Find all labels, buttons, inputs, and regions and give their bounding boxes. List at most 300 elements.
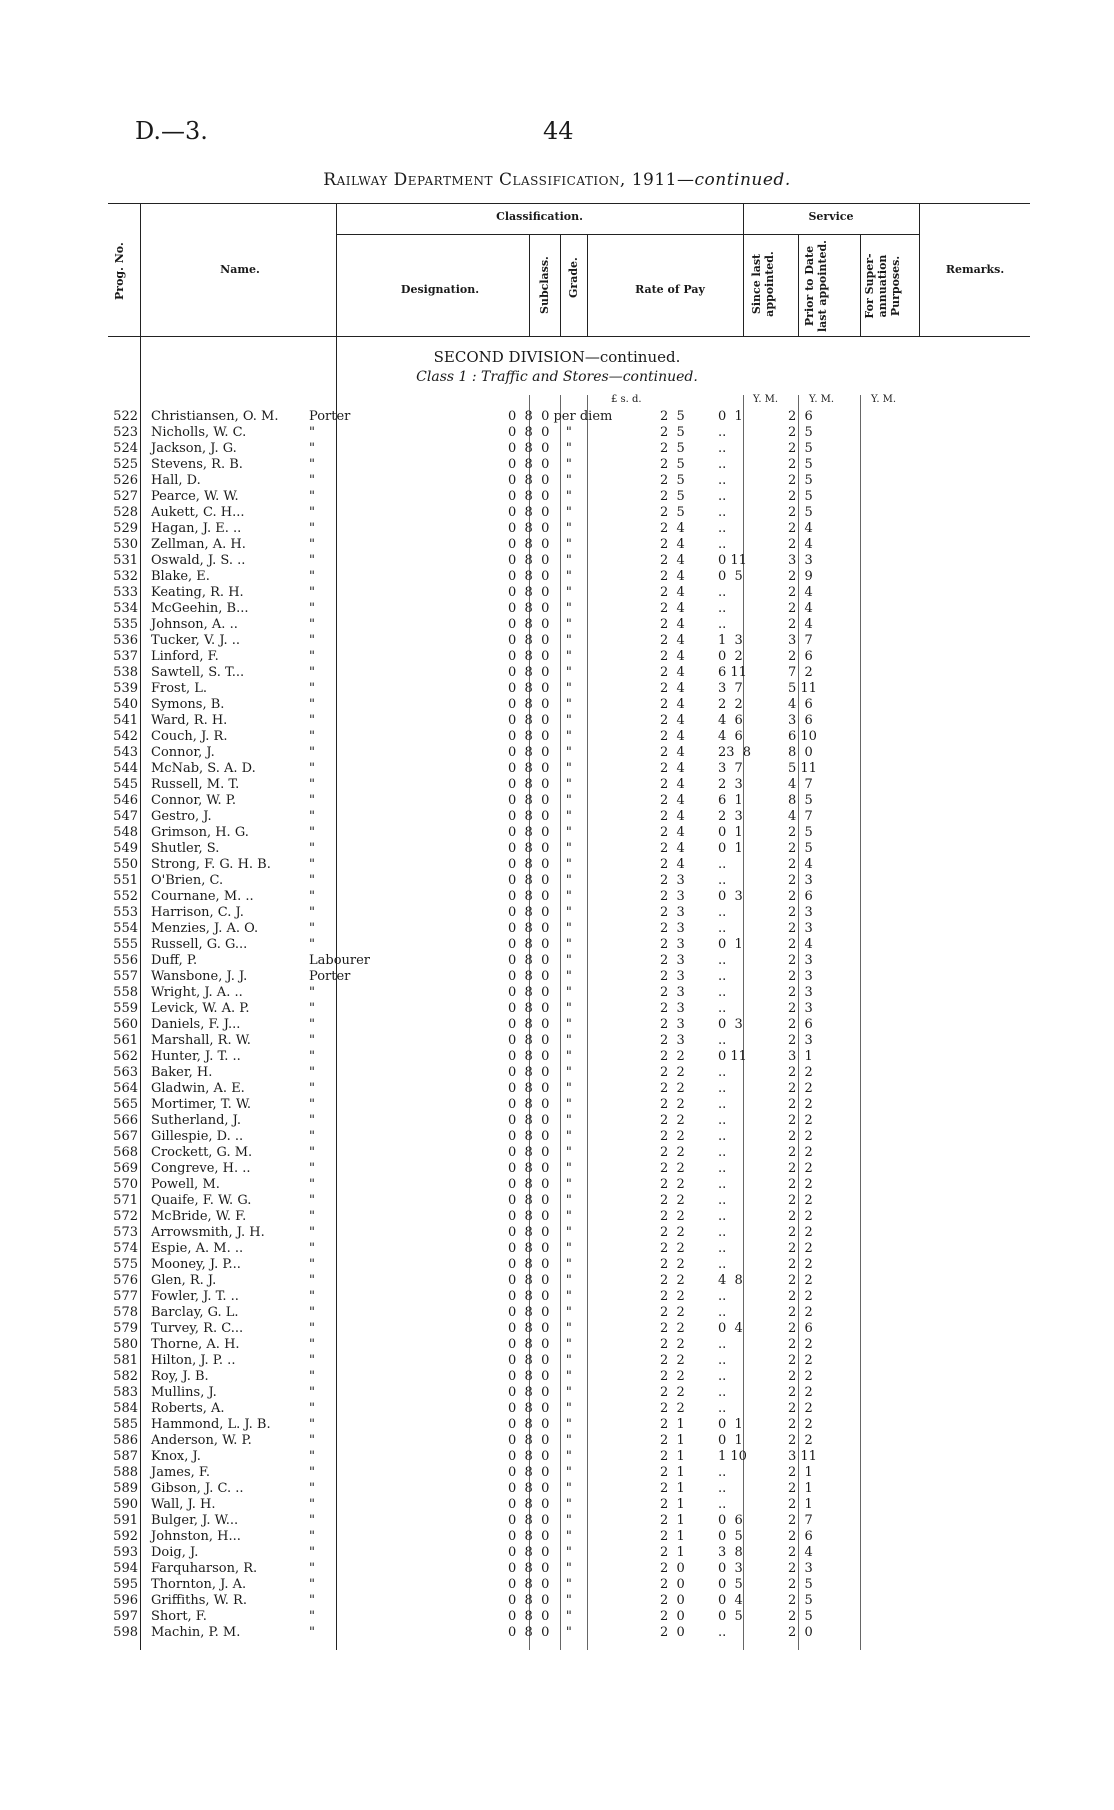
- prior-service: ..: [718, 441, 727, 456]
- designation: ": [309, 713, 315, 728]
- prior-service: 3 8: [718, 1545, 743, 1560]
- prior-service: ..: [718, 985, 727, 1000]
- table-row: [108, 1433, 844, 1449]
- prior-service: ..: [718, 617, 727, 632]
- staff-name: Frost, L.: [151, 681, 207, 696]
- designation: ": [309, 569, 315, 584]
- designation: ": [309, 457, 315, 472]
- col-rule-des: [529, 234, 530, 336]
- table-row: [108, 841, 844, 857]
- table-row: [108, 1209, 844, 1225]
- rate-of-pay: 0 8 0 ": [508, 1081, 572, 1096]
- prior-service: ..: [718, 1257, 727, 1272]
- rate-of-pay: 0 8 0 ": [508, 521, 572, 536]
- table-row: [108, 601, 844, 617]
- designation: ": [309, 1273, 315, 1288]
- superannuation-service: 2 2: [788, 1401, 813, 1416]
- rate-of-pay: 0 8 0 ": [508, 1017, 572, 1032]
- designation: ": [309, 745, 315, 760]
- header-since-last: Since last appointed.: [750, 251, 776, 317]
- since-last-appointed: 2 3: [660, 905, 685, 920]
- since-last-appointed: 2 0: [660, 1561, 685, 1576]
- designation: ": [309, 1385, 315, 1400]
- header-top-rule: [108, 203, 1030, 204]
- since-last-appointed: 2 4: [660, 825, 685, 840]
- prog-no: 523: [113, 425, 138, 440]
- rate-of-pay: 0 8 0 ": [508, 1001, 572, 1016]
- prior-service: 0 5: [718, 1577, 743, 1592]
- prior-service: 0 5: [718, 1529, 743, 1544]
- since-last-appointed: 2 4: [660, 537, 685, 552]
- designation: ": [309, 1337, 315, 1352]
- table-row: [108, 713, 844, 729]
- superannuation-service: 2 5: [788, 1609, 813, 1624]
- since-last-appointed: 2 2: [660, 1145, 685, 1160]
- superannuation-service: 3 7: [788, 633, 813, 648]
- table-row: [108, 1593, 844, 1609]
- superannuation-service: 2 5: [788, 489, 813, 504]
- staff-name: Arrowsmith, J. H.: [151, 1225, 265, 1240]
- table-row: [108, 745, 844, 761]
- since-last-appointed: 2 4: [660, 841, 685, 856]
- prog-no: 580: [113, 1337, 138, 1352]
- rate-of-pay: 0 8 0 ": [508, 841, 572, 856]
- table-row: [108, 985, 844, 1001]
- rate-of-pay: 0 8 0 ": [508, 601, 572, 616]
- rate-of-pay: 0 8 0 ": [508, 617, 572, 632]
- designation: ": [309, 617, 315, 632]
- prog-no: 533: [113, 585, 138, 600]
- designation: ": [309, 1417, 315, 1432]
- table-row: [108, 425, 844, 441]
- since-last-appointed: 2 4: [660, 745, 685, 760]
- table-row: [108, 681, 844, 697]
- prog-no: 531: [113, 553, 138, 568]
- since-last-appointed: 2 2: [660, 1209, 685, 1224]
- since-last-appointed: 2 3: [660, 1001, 685, 1016]
- prog-no: 573: [113, 1225, 138, 1240]
- rate-of-pay: 0 8 0 ": [508, 937, 572, 952]
- since-last-appointed: 2 1: [660, 1545, 685, 1560]
- superannuation-service: 2 4: [788, 937, 813, 952]
- since-last-appointed: 2 5: [660, 409, 685, 424]
- designation: ": [309, 1161, 315, 1176]
- rate-of-pay: 0 8 0 ": [508, 1257, 572, 1272]
- since-last-appointed: 2 0: [660, 1625, 685, 1640]
- prog-no: 555: [113, 937, 138, 952]
- since-last-appointed: 2 4: [660, 761, 685, 776]
- designation: ": [309, 1033, 315, 1048]
- prior-service: ..: [718, 1129, 727, 1144]
- superannuation-service: 2 5: [788, 425, 813, 440]
- designation: ": [309, 1289, 315, 1304]
- superannuation-service: 2 7: [788, 1513, 813, 1528]
- prog-no: 557: [113, 969, 138, 984]
- since-last-appointed: 2 4: [660, 681, 685, 696]
- since-last-appointed: 2 2: [660, 1193, 685, 1208]
- designation: ": [309, 937, 315, 952]
- since-last-appointed: 2 5: [660, 441, 685, 456]
- prog-no: 532: [113, 569, 138, 584]
- table-row: [108, 537, 844, 553]
- table-row: [108, 1497, 844, 1513]
- prior-service: 0 1: [718, 1417, 743, 1432]
- designation: ": [309, 649, 315, 664]
- superannuation-service: 2 2: [788, 1193, 813, 1208]
- page-number: 44: [543, 117, 574, 145]
- prior-service: ..: [718, 601, 727, 616]
- staff-name: Couch, J. R.: [151, 729, 228, 744]
- staff-name: Menzies, J. A. O.: [151, 921, 259, 936]
- prog-no: 576: [113, 1273, 138, 1288]
- designation: Labourer: [309, 953, 371, 968]
- staff-name: Blake, E.: [151, 569, 210, 584]
- prog-no: 562: [113, 1049, 138, 1064]
- prog-no: 551: [113, 873, 138, 888]
- header-name: Name.: [220, 263, 260, 276]
- designation: ": [309, 697, 315, 712]
- rate-of-pay: 0 8 0 ": [508, 713, 572, 728]
- rate-of-pay: 0 8 0 ": [508, 1561, 572, 1576]
- prior-service: 3 7: [718, 761, 743, 776]
- prog-no: 569: [113, 1161, 138, 1176]
- staff-name: Shutler, S.: [151, 841, 220, 856]
- title-main: Railway Department Classification, 1911—: [323, 170, 695, 190]
- staff-name: Glen, R. J.: [151, 1273, 217, 1288]
- superannuation-service: 2 2: [788, 1177, 813, 1192]
- prior-service: ..: [718, 1465, 727, 1480]
- superannuation-service: 2 2: [788, 1353, 813, 1368]
- table-row: [108, 1161, 844, 1177]
- header-classification: Classification.: [496, 210, 583, 223]
- header-remarks: Remarks.: [945, 263, 1005, 276]
- rate-of-pay: 0 8 0 ": [508, 1449, 572, 1464]
- staff-name: Fowler, J. T. ..: [151, 1289, 239, 1304]
- superannuation-service: 2 5: [788, 841, 813, 856]
- superannuation-service: 2 2: [788, 1145, 813, 1160]
- prog-no: 553: [113, 905, 138, 920]
- rate-of-pay: 0 8 0 ": [508, 1177, 572, 1192]
- designation: ": [309, 1145, 315, 1160]
- prior-service: ..: [718, 969, 727, 984]
- table-row: [108, 1129, 844, 1145]
- prior-service: 0 11: [718, 553, 747, 568]
- superannuation-service: 2 5: [788, 1593, 813, 1608]
- superannuation-service: 2 2: [788, 1433, 813, 1448]
- staff-name: Powell, M.: [151, 1177, 220, 1192]
- staff-name: Sawtell, S. T...: [151, 665, 245, 680]
- prior-service: ..: [718, 1033, 727, 1048]
- prior-service: 6 1: [718, 793, 743, 808]
- staff-table-body: [108, 409, 844, 1641]
- table-row: [108, 505, 844, 521]
- prior-service: 1 3: [718, 633, 743, 648]
- rate-of-pay: 0 8 0 ": [508, 1225, 572, 1240]
- superannuation-service: 2 2: [788, 1161, 813, 1176]
- prog-no: 552: [113, 889, 138, 904]
- prog-no: 525: [113, 457, 138, 472]
- prog-no: 566: [113, 1113, 138, 1128]
- rate-of-pay: 0 8 0 ": [508, 1289, 572, 1304]
- designation: Porter: [309, 409, 351, 424]
- rate-of-pay: 0 8 0 ": [508, 457, 572, 472]
- designation: ": [309, 489, 315, 504]
- designation: ": [309, 601, 315, 616]
- since-last-appointed: 2 4: [660, 521, 685, 536]
- superannuation-service: 6 10: [788, 729, 817, 744]
- superannuation-service: 3 3: [788, 553, 813, 568]
- designation: ": [309, 729, 315, 744]
- header-service: Service: [808, 210, 854, 223]
- prior-service: ..: [718, 1065, 727, 1080]
- superannuation-service: 2 2: [788, 1337, 813, 1352]
- table-row: [108, 409, 844, 425]
- staff-name: Nicholls, W. C.: [151, 425, 247, 440]
- prog-no: 527: [113, 489, 138, 504]
- table-row: [108, 1353, 844, 1369]
- superannuation-service: 2 4: [788, 857, 813, 872]
- staff-name: Zellman, A. H.: [151, 537, 246, 552]
- rate-of-pay: 0 8 0 ": [508, 1401, 572, 1416]
- staff-name: Anderson, W. P.: [151, 1433, 252, 1448]
- prog-no: 598: [113, 1625, 138, 1640]
- prior-service: ..: [718, 1177, 727, 1192]
- since-last-appointed: 2 1: [660, 1433, 685, 1448]
- designation: ": [309, 1097, 315, 1112]
- designation: ": [309, 1353, 315, 1368]
- prior-service: ..: [718, 425, 727, 440]
- rate-of-pay: 0 8 0 ": [508, 969, 572, 984]
- designation: ": [309, 1225, 315, 1240]
- staff-name: Barclay, G. L.: [151, 1305, 239, 1320]
- staff-name: Russell, M. T.: [151, 777, 240, 792]
- unit-since: Y. M.: [753, 394, 779, 405]
- superannuation-service: 2 5: [788, 505, 813, 520]
- prog-no: 593: [113, 1545, 138, 1560]
- since-last-appointed: 2 4: [660, 729, 685, 744]
- rate-of-pay: 0 8 0 ": [508, 537, 572, 552]
- prior-service: 0 1: [718, 409, 743, 424]
- table-row: [108, 937, 844, 953]
- prog-no: 597: [113, 1609, 138, 1624]
- staff-name: Oswald, J. S. ..: [151, 553, 246, 568]
- section-division: SECOND DIVISION—continued.: [433, 348, 681, 366]
- table-row: [108, 825, 844, 841]
- superannuation-service: 2 6: [788, 409, 813, 424]
- since-last-appointed: 2 2: [660, 1049, 685, 1064]
- superannuation-service: 8 5: [788, 793, 813, 808]
- staff-name: Thornton, J. A.: [151, 1577, 247, 1592]
- since-last-appointed: 2 3: [660, 985, 685, 1000]
- rate-of-pay: 0 8 0 ": [508, 1353, 572, 1368]
- page-code: D.—3.: [135, 117, 208, 145]
- since-last-appointed: 2 1: [660, 1497, 685, 1512]
- rate-of-pay: 0 8 0 ": [508, 553, 572, 568]
- rate-of-pay: 0 8 0 ": [508, 1609, 572, 1624]
- staff-name: Espie, A. M. ..: [151, 1241, 244, 1256]
- table-row: [108, 1033, 844, 1049]
- title-continued: continued.: [694, 170, 791, 190]
- prior-service: 2 3: [718, 809, 743, 824]
- staff-name: Hunter, J. T. ..: [151, 1049, 241, 1064]
- superannuation-service: 2 3: [788, 1033, 813, 1048]
- table-row: [108, 761, 844, 777]
- superannuation-service: 2 4: [788, 617, 813, 632]
- rate-of-pay: 0 8 0 ": [508, 1433, 572, 1448]
- superannuation-service: 7 2: [788, 665, 813, 680]
- header-superannuation: For Super-annuation Purposes.: [863, 253, 902, 319]
- rate-of-pay: 0 8 0 ": [508, 1369, 572, 1384]
- since-last-appointed: 2 4: [660, 617, 685, 632]
- table-row: [108, 1609, 844, 1625]
- since-last-appointed: 2 5: [660, 425, 685, 440]
- rate-of-pay: 0 8 0 ": [508, 1097, 572, 1112]
- designation: ": [309, 537, 315, 552]
- superannuation-service: 2 3: [788, 1001, 813, 1016]
- prog-no: 530: [113, 537, 138, 552]
- table-row: [108, 489, 844, 505]
- superannuation-service: 2 4: [788, 537, 813, 552]
- designation: ": [309, 857, 315, 872]
- staff-name: Tucker, V. J. ..: [151, 633, 241, 648]
- staff-name: Hall, D.: [151, 473, 201, 488]
- staff-name: Grimson, H. G.: [151, 825, 249, 840]
- staff-name: Congreve, H. ..: [151, 1161, 251, 1176]
- col-rule-sub: [560, 234, 561, 336]
- superannuation-service: 2 6: [788, 889, 813, 904]
- staff-name: Gestro, J.: [151, 809, 212, 824]
- prior-service: 0 4: [718, 1321, 743, 1336]
- rate-of-pay: 0 8 0 ": [508, 825, 572, 840]
- designation: ": [309, 793, 315, 808]
- prior-service: 1 10: [718, 1449, 747, 1464]
- rate-of-pay: 0 8 0 ": [508, 425, 572, 440]
- superannuation-service: 2 2: [788, 1289, 813, 1304]
- table-row: [108, 857, 844, 873]
- since-last-appointed: 2 4: [660, 809, 685, 824]
- designation: ": [309, 585, 315, 600]
- prior-service: 2 3: [718, 777, 743, 792]
- table-row: [108, 1545, 844, 1561]
- staff-name: Stevens, R. B.: [151, 457, 243, 472]
- prog-no: 590: [113, 1497, 138, 1512]
- staff-name: Doig, J.: [151, 1545, 199, 1560]
- rate-of-pay: 0 8 0 ": [508, 1113, 572, 1128]
- since-last-appointed: 2 4: [660, 777, 685, 792]
- rate-of-pay: 0 8 0 ": [508, 1593, 572, 1608]
- since-last-appointed: 2 5: [660, 505, 685, 520]
- prog-no: 567: [113, 1129, 138, 1144]
- superannuation-service: 4 7: [788, 777, 813, 792]
- table-row: [108, 1049, 844, 1065]
- superannuation-service: 8 0: [788, 745, 813, 760]
- prog-no: 568: [113, 1145, 138, 1160]
- rate-of-pay: 0 8 0 ": [508, 1033, 572, 1048]
- prog-no: 574: [113, 1241, 138, 1256]
- since-last-appointed: 2 4: [660, 601, 685, 616]
- staff-name: Connor, W. P.: [151, 793, 236, 808]
- prog-no: 561: [113, 1033, 138, 1048]
- table-row: [108, 665, 844, 681]
- prior-service: ..: [718, 953, 727, 968]
- since-last-appointed: 2 5: [660, 473, 685, 488]
- staff-name: Symons, B.: [151, 697, 225, 712]
- page-title: [0, 170, 1114, 190]
- since-last-appointed: 2 3: [660, 1017, 685, 1032]
- rate-of-pay: 0 8 0 ": [508, 1129, 572, 1144]
- since-last-appointed: 2 3: [660, 873, 685, 888]
- table-row: [108, 473, 844, 489]
- prog-no: 588: [113, 1465, 138, 1480]
- table-row: [108, 1113, 844, 1129]
- designation: ": [309, 1081, 315, 1096]
- prog-no: 538: [113, 665, 138, 680]
- prior-service: ..: [718, 1401, 727, 1416]
- table-row: [108, 553, 844, 569]
- staff-name: Mullins, J.: [151, 1385, 217, 1400]
- prior-service: 0 3: [718, 889, 743, 904]
- prior-service: 4 6: [718, 729, 743, 744]
- prior-service: ..: [718, 1481, 727, 1496]
- staff-name: Daniels, F. J...: [151, 1017, 241, 1032]
- designation: ": [309, 761, 315, 776]
- superannuation-service: 5 11: [788, 761, 817, 776]
- since-last-appointed: 2 0: [660, 1577, 685, 1592]
- designation: ": [309, 1241, 315, 1256]
- rate-of-pay: 0 8 0 per diem: [508, 409, 613, 424]
- designation: ": [309, 1545, 315, 1560]
- table-row: [108, 1241, 844, 1257]
- header-grade: Grade.: [567, 257, 580, 298]
- header-designation: Designation.: [400, 283, 480, 296]
- rate-of-pay: 0 8 0 ": [508, 1305, 572, 1320]
- prior-service: ..: [718, 1353, 727, 1368]
- prog-no: 594: [113, 1561, 138, 1576]
- prior-service: 4 6: [718, 713, 743, 728]
- designation: ": [309, 1017, 315, 1032]
- designation: ": [309, 809, 315, 824]
- prog-no: 571: [113, 1193, 138, 1208]
- unit-pay: £ s. d.: [611, 394, 642, 405]
- prog-no: 596: [113, 1593, 138, 1608]
- table-row: [108, 873, 844, 889]
- staff-name: Baker, H.: [151, 1065, 213, 1080]
- prog-no: 543: [113, 745, 138, 760]
- superannuation-service: 4 7: [788, 809, 813, 824]
- prog-no: 570: [113, 1177, 138, 1192]
- since-last-appointed: 2 1: [660, 1513, 685, 1528]
- superannuation-service: 2 5: [788, 441, 813, 456]
- rate-of-pay: 0 8 0 ": [508, 793, 572, 808]
- unit-prior: Y. M.: [809, 394, 835, 405]
- since-last-appointed: 2 2: [660, 1113, 685, 1128]
- designation: ": [309, 1113, 315, 1128]
- prior-service: ..: [718, 857, 727, 872]
- designation: ": [309, 905, 315, 920]
- prog-no: 563: [113, 1065, 138, 1080]
- designation: ": [309, 921, 315, 936]
- table-row: [108, 777, 844, 793]
- prog-no: 545: [113, 777, 138, 792]
- superannuation-service: 3 11: [788, 1449, 817, 1464]
- since-last-appointed: 2 2: [660, 1081, 685, 1096]
- prog-no: 546: [113, 793, 138, 808]
- prog-no: 578: [113, 1305, 138, 1320]
- since-last-appointed: 2 2: [660, 1129, 685, 1144]
- rate-of-pay: 0 8 0 ": [508, 745, 572, 760]
- staff-name: Duff, P.: [151, 953, 198, 968]
- rate-of-pay: 0 8 0 ": [508, 889, 572, 904]
